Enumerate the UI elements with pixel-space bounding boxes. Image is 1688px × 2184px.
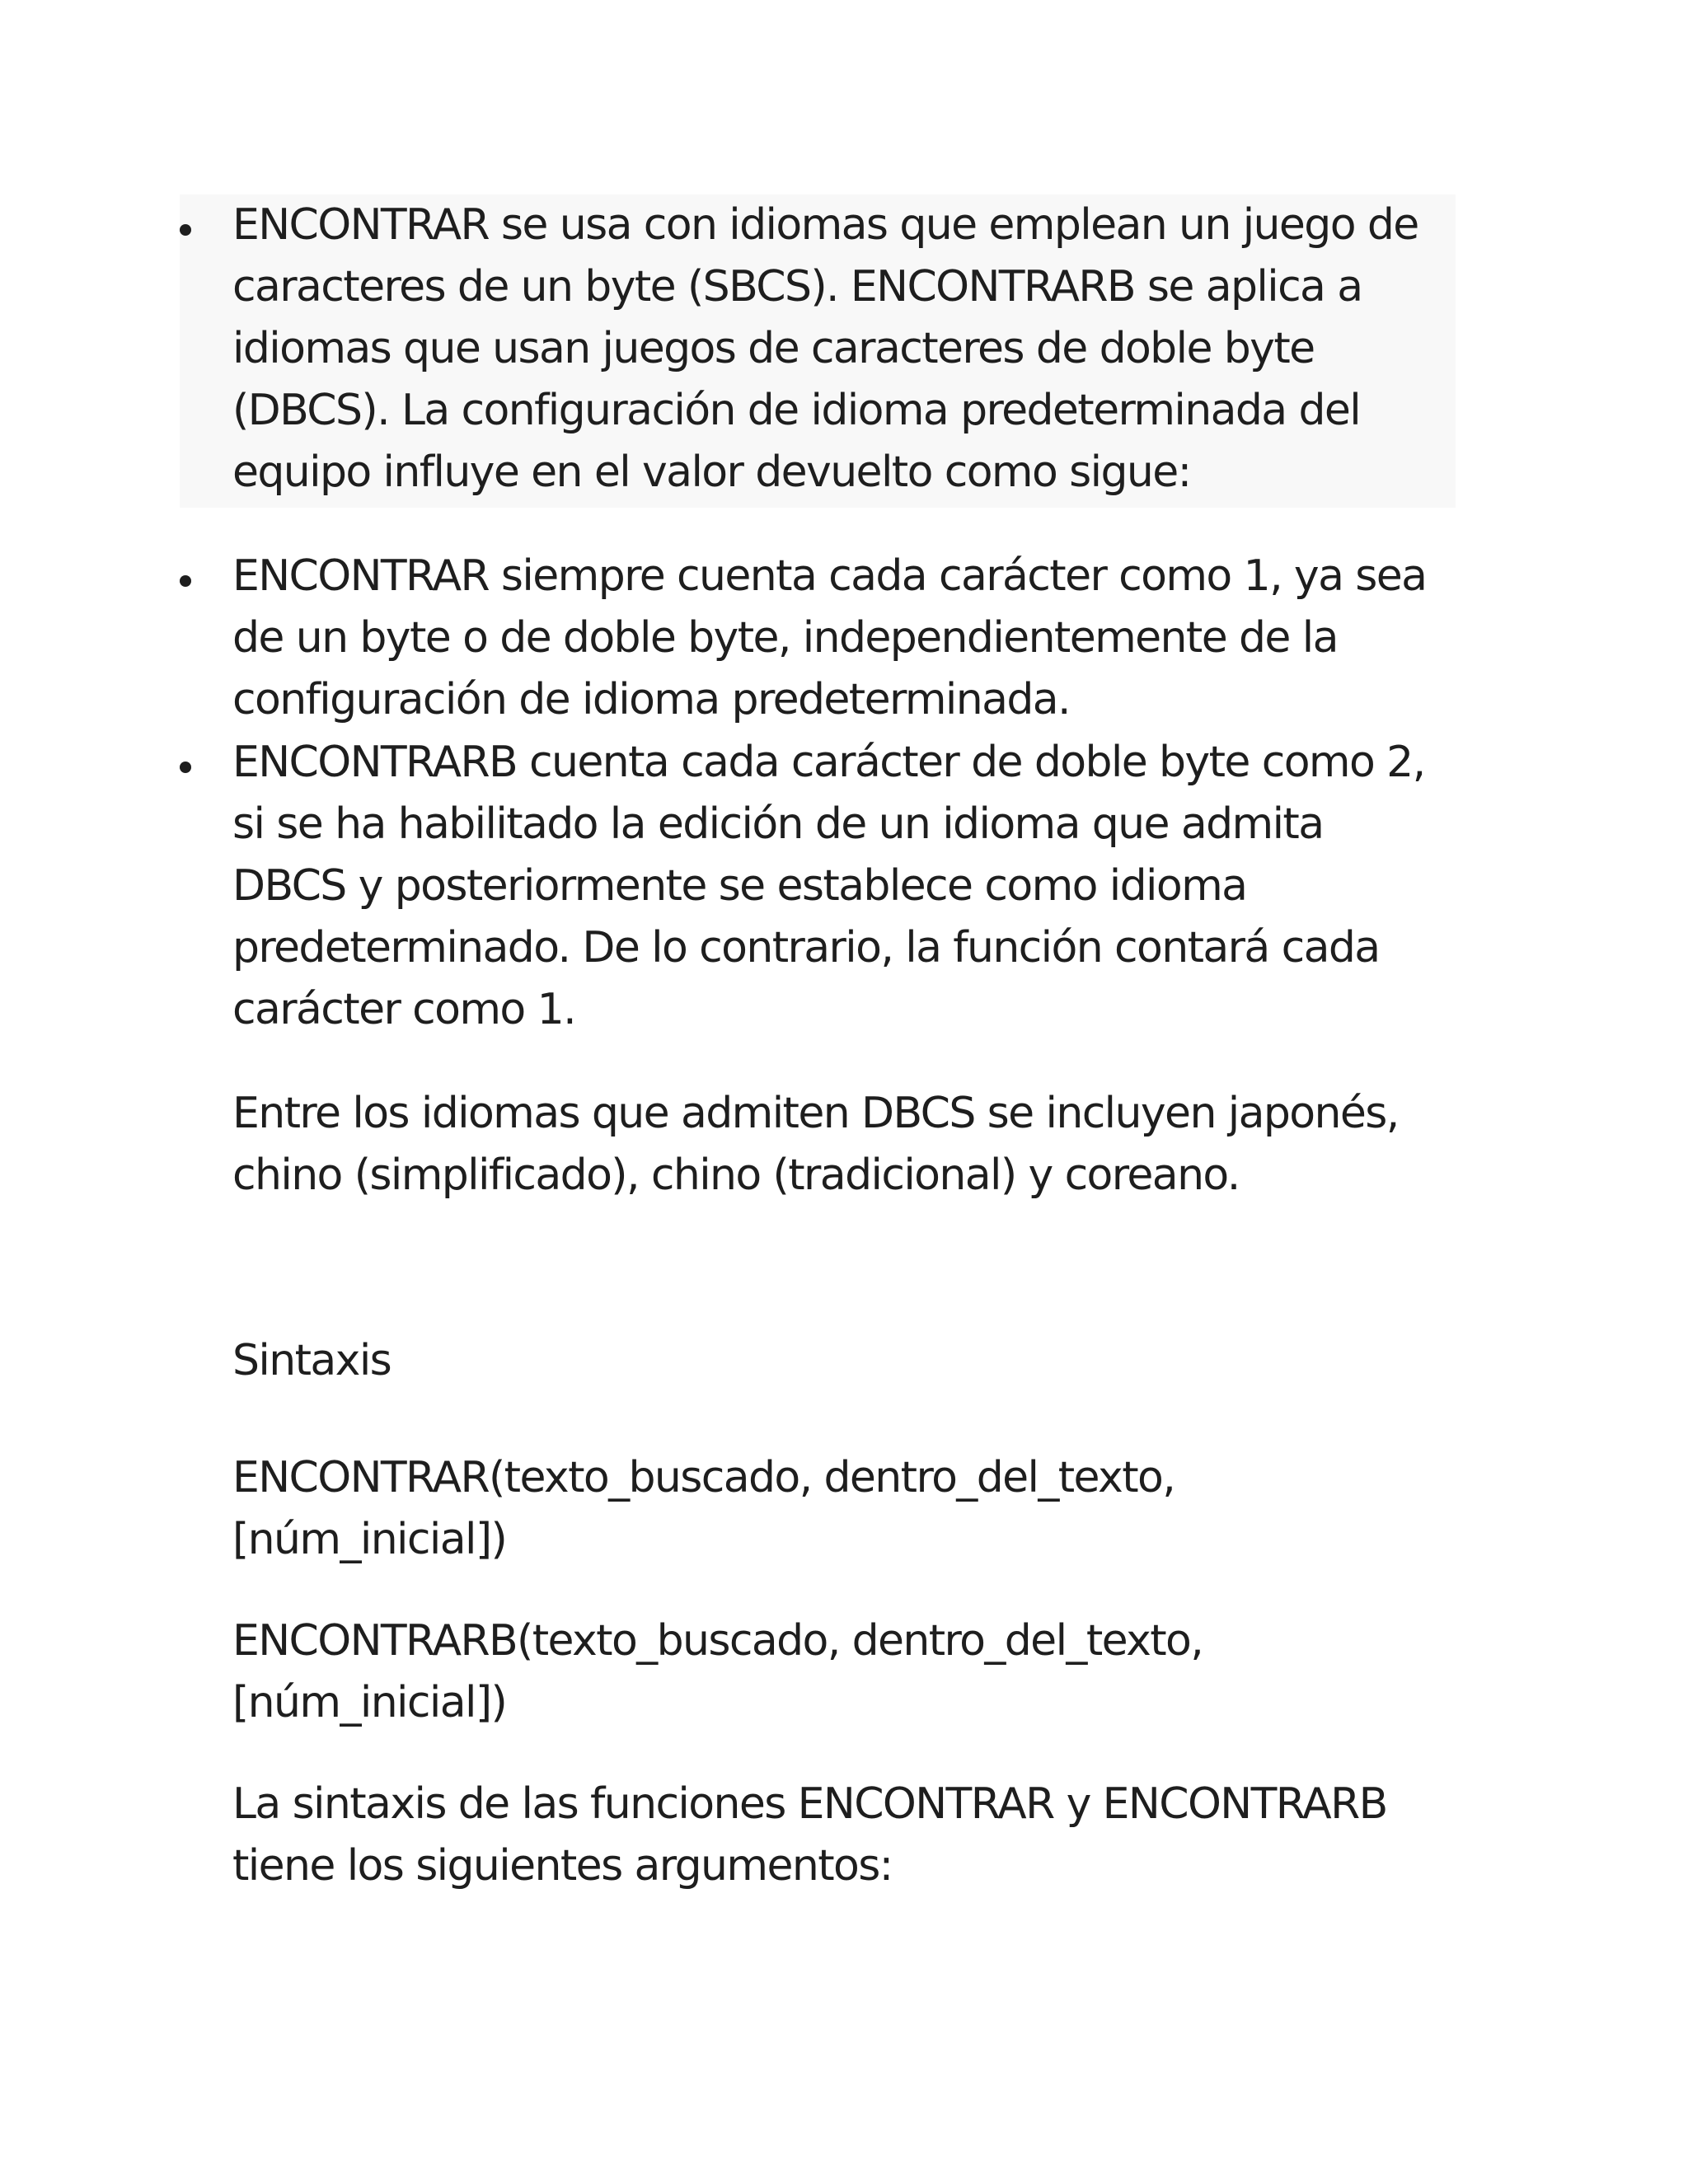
dbcs-languages-note bbox=[232, 1083, 1452, 1207]
bullet-dot bbox=[180, 224, 191, 236]
text-line: (DBCS). La configuración de idioma predeterminada del bbox=[232, 386, 1361, 435]
findb-syntax bbox=[232, 1610, 1452, 1734]
text-line: [núm_inicial]) bbox=[232, 1515, 507, 1564]
arguments-intro bbox=[232, 1774, 1452, 1897]
text-line: ENCONTRARB cuenta cada carácter de doble byte como 2, bbox=[232, 738, 1425, 787]
bullet-dot bbox=[180, 762, 191, 773]
syntax-heading: Sintaxis bbox=[232, 1336, 392, 1385]
text-line: chino (simplificado), chino (tradicional) y coreano. bbox=[232, 1151, 1240, 1200]
find-syntax bbox=[232, 1447, 1452, 1571]
text-line: de un byte o de doble byte, independientemente de la bbox=[232, 613, 1338, 663]
bullet-dot bbox=[180, 575, 191, 587]
text-line: si se ha habilitado la edición de un idioma que admita bbox=[232, 799, 1324, 849]
text-line: ENCONTRAR se usa con idiomas que emplean un juego de bbox=[232, 200, 1418, 250]
text-line: equipo influye en el valor devuelto como sigue: bbox=[232, 448, 1191, 497]
text-line: Entre los idiomas que admiten DBCS se incluyen japonés, bbox=[232, 1089, 1399, 1138]
bullet-item-findb-counts bbox=[232, 732, 1452, 1041]
text-line: caracteres de un byte (SBCS). ENCONTRARB se aplica a bbox=[232, 262, 1362, 312]
text-line: ENCONTRAR siempre cuenta cada carácter como 1, ya sea bbox=[232, 551, 1427, 601]
text-line: idiomas que usan juegos de caracteres de doble byte bbox=[232, 324, 1315, 373]
text-line: configuración de idioma predeterminada. bbox=[232, 675, 1070, 724]
bullet-item-sbcs-dbcs bbox=[232, 194, 1452, 504]
text-line: carácter como 1. bbox=[232, 985, 575, 1034]
text-line: tiene los siguientes argumentos: bbox=[232, 1841, 893, 1891]
text-line: La sintaxis de las funciones ENCONTRAR y ENCONTRARB bbox=[232, 1779, 1387, 1829]
text-line: DBCS y posteriormente se establece como idioma bbox=[232, 861, 1247, 911]
text-line: ENCONTRAR(texto_buscado, dentro_del_texto, bbox=[232, 1453, 1175, 1502]
text-line: ENCONTRARB(texto_buscado, dentro_del_texto, bbox=[232, 1616, 1203, 1666]
text-line: [núm_inicial]) bbox=[232, 1678, 507, 1727]
text-line: predeterminado. De lo contrario, la función contará cada bbox=[232, 923, 1380, 972]
bullet-item-find-counts bbox=[232, 546, 1452, 731]
